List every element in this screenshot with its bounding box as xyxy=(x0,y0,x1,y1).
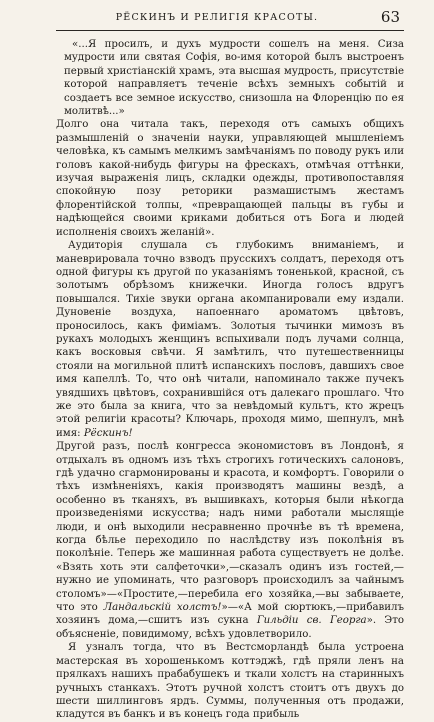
header-rule xyxy=(56,30,404,31)
emphasis: Ландальскій холстъ! xyxy=(103,602,222,614)
running-title: РЁСКИНЪ И РЕЛИГІЯ КРАСОТЫ. xyxy=(115,12,319,23)
page-header xyxy=(0,0,434,30)
page-body xyxy=(56,38,404,721)
page-number: 63 xyxy=(380,8,400,26)
emphasis: Рёскинъ! xyxy=(83,427,133,439)
paragraph: Аудиторія слушала съ глубокимъ вниманіемъ, и маневрировала точно взводъ прусскихъ солдатъ, переходя отъ одной фигуры къ другой по указаніямъ тоненькой, красной, съ золотымъ обрѣзомъ книжечки. Иногда голосъ вдругъ повышался. Тихіе звуки органа акомпанировали ему издали. Дуновеніе воздуха, напоеннаго ароматомъ цвѣтовъ, проносилось, какъ фиміамъ. Золотыя тычинки мимозъ въ рукахъ молодыхъ женщинъ вспыхивали подъ лучами солнца, какъ восковыя свѣчи. Я замѣтилъ, что путешественницы стояли на могильной плитѣ испанскихъ пословъ, давшихъ свое имя капеллѣ. То, что онѣ читали, напоминало также пучекъ увядшихъ цвѣтовъ, сохранившійся отъ далекаго прошлаго. Что же это была за книга, что за невѣдомый культъ, кто жрецъ этой религіи красоты? Ключарь, проходя мимо, шепнулъ, мнѣ имя: Рёскинъ! xyxy=(56,240,404,439)
paragraph: Другой разъ, послѣ конгресса экономистовъ въ Лондонѣ, я отдыхалъ въ одномъ изъ тѣхъ строгихъ готическихъ салоновъ, гдѣ удачно сгармонированы и красота, и комфортъ. Говорили о тѣхъ измѣненіяхъ, какія производятъ машины вездѣ, а особенно въ тканяхъ, въ вышивкахъ, которыя были нѣкогда произведеніями искусства; надъ ними работали мыслящіе люди, и онѣ выходили несравненно прочнѣе въ тѣ времена, когда бѣлье переходило по наслѣдству изъ поколѣнія въ поколѣніе. Теперь же машинная работа существуетъ не долѣе. «Взять хоть эти салфеточки»,—сказалъ одинъ изъ гостей,—нужно ие упоминать, что разговоръ происходилъ за чайнымъ столомъ»—«Простите,—перебила его хозяйка,—вы забываете, что это Ландальскій холстъ!»—«А мой сюртюкъ,—прибавилъ хозяинъ дома,—сшитъ изъ сукна Гильдіи св. Георга». Это объясненіе, повидимому, всѣхъ удовлетворило. xyxy=(56,441,404,640)
emphasis: Гильдіи св. Георга xyxy=(256,615,367,627)
paragraph-quote: «...Я просилъ, и духъ мудрости сошелъ на меня. Сиза мудрости или святая Софія, во-имя которой былъ выстроенъ первый христіанскій храмъ, эта высшая мудрость, присутствіе которой направляетъ теченіе всѣхъ земныхъ событій и создаетъ все земное искусство, снизошла на Флоренцію по ея молитвѣ...» xyxy=(64,39,404,118)
paragraph: Долго она читала такъ, переходя отъ самыхъ общихъ размышленій о значеніи науки, управляющей мышленіемъ человѣка, къ самымъ мелкимъ замѣчаніямъ по поводу рукъ или головъ какой-нибудь фигуры на фрескахъ, отмѣчая оттѣнки, изучая выраженія лицъ, складки одежды, противопоставляя спокойную позу реторики размашистымъ жестамъ флорентійской толпы, «превращающей пальцы въ губы и надѣющейся своими криками добиться отъ Бога и людей исполненія своихъ желаній». xyxy=(56,119,404,238)
paragraph: Я узналъ тогда, что въ Вестсморландѣ была устроена мастерская въ хорошенькомъ коттэджѣ, гдѣ пряли ленъ на прялкахъ нашихъ прабабушекъ и ткали холстъ на старинныхъ ручныхъ станкахъ. Этотъ ручной холстъ стоитъ отъ двухъ до шести шиллинговъ ярдъ. Суммы, полученныя отъ продажи, кладутся въ банкъ и въ конецъ года прибыль xyxy=(56,642,404,721)
